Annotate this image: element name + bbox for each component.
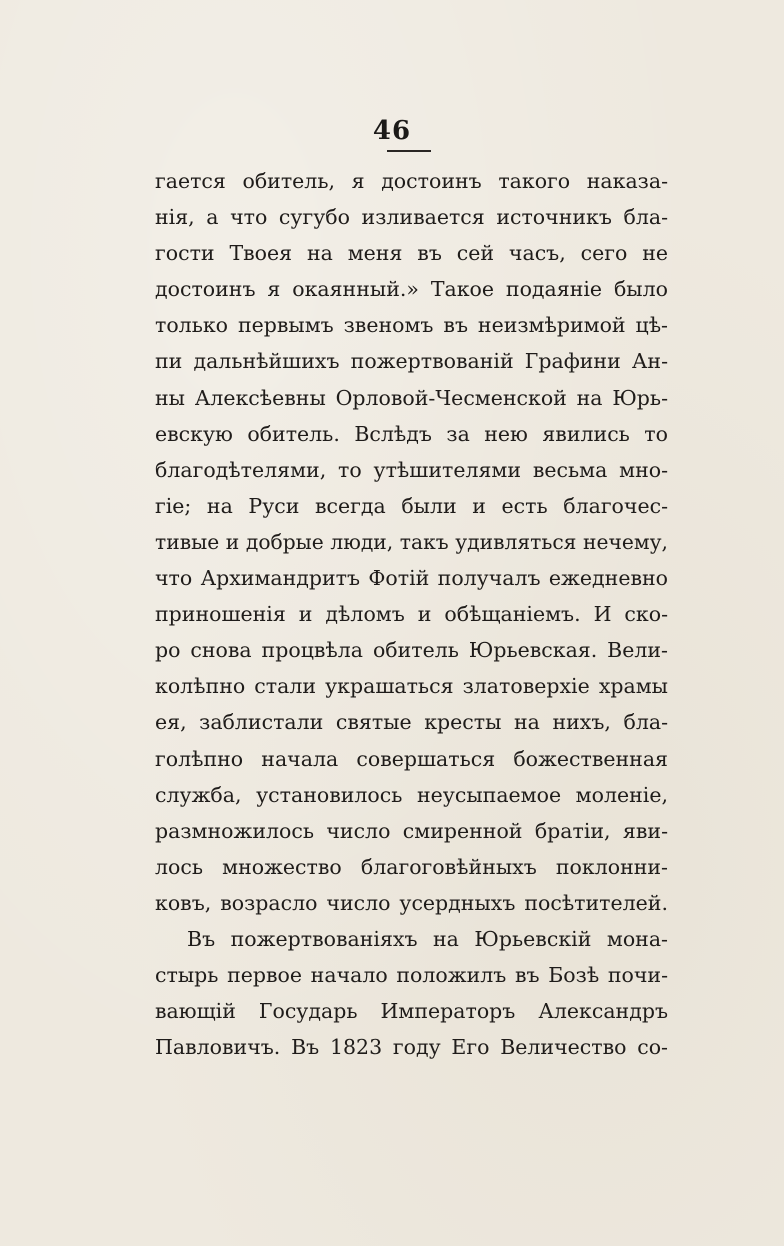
text-line: гости Твоея на меня въ сей часъ, сего не [155,241,668,266]
text-line: ро снова процвѣла обитель Юрьевская. Вели- [155,638,668,663]
text-line: вающій Государь Императоръ Александръ [155,999,668,1024]
text-line: пи дальнѣйшихъ пожертвованій Графини Ан- [155,349,668,374]
text-line: голѣпно начала совершаться божественная [155,746,668,771]
text-line: достоинъ я окаянный.» Такое подаяніе было [155,277,668,302]
text-line: ея, заблистали святые кресты на нихъ, бла- [155,710,668,735]
text-line: ны Алексѣевны Орловой-Чесменской на Юрь- [155,385,668,410]
text-line: тивые и добрые люди, такъ удивляться нечему, [155,529,668,554]
text-line: приношенія и дѣломъ и обѣщаніемъ. И ско- [155,602,668,627]
paragraph-first-line: Въ пожертвованіяхъ на Юрьевскій мона- [187,926,668,951]
text-line: стырь первое начало положилъ въ Бозѣ почи- [155,963,668,988]
text-line: служба, установилось неусыпаемое моленіе, [155,782,668,807]
text-line: что Архимандритъ Фотій получалъ ежедневно [155,566,668,591]
text-line: колѣпно стали украшаться златоверхіе храмы [155,674,668,699]
body-text [155,163,668,1065]
text-line: благодѣтелями, то утѣшителями весьма мно- [155,457,668,482]
text-line: гіе; на Руси всегда были и есть благочес- [155,493,668,518]
text-line: нія, а что сугубо изливается источникъ бла- [155,205,668,230]
text-line: лось множество благоговѣйныхъ поклонни- [155,854,668,879]
page-number-rule [387,150,431,152]
page-number: 46 [372,116,412,146]
text-line: гается обитель, я достоинъ такого наказа- [155,169,668,193]
text-line: Павловичъ. Въ 1823 году Его Величество со- [155,1035,668,1060]
text-line: ковъ, возрасло число усердныхъ посѣтителей. [155,890,668,915]
text-line: размножилось число смиренной братіи, яви- [155,818,668,843]
text-line: только первымъ звеномъ въ неизмѣримой цѣ- [155,313,668,338]
text-line: евскую обитель. Вслѣдъ за нею явились то [155,421,668,446]
